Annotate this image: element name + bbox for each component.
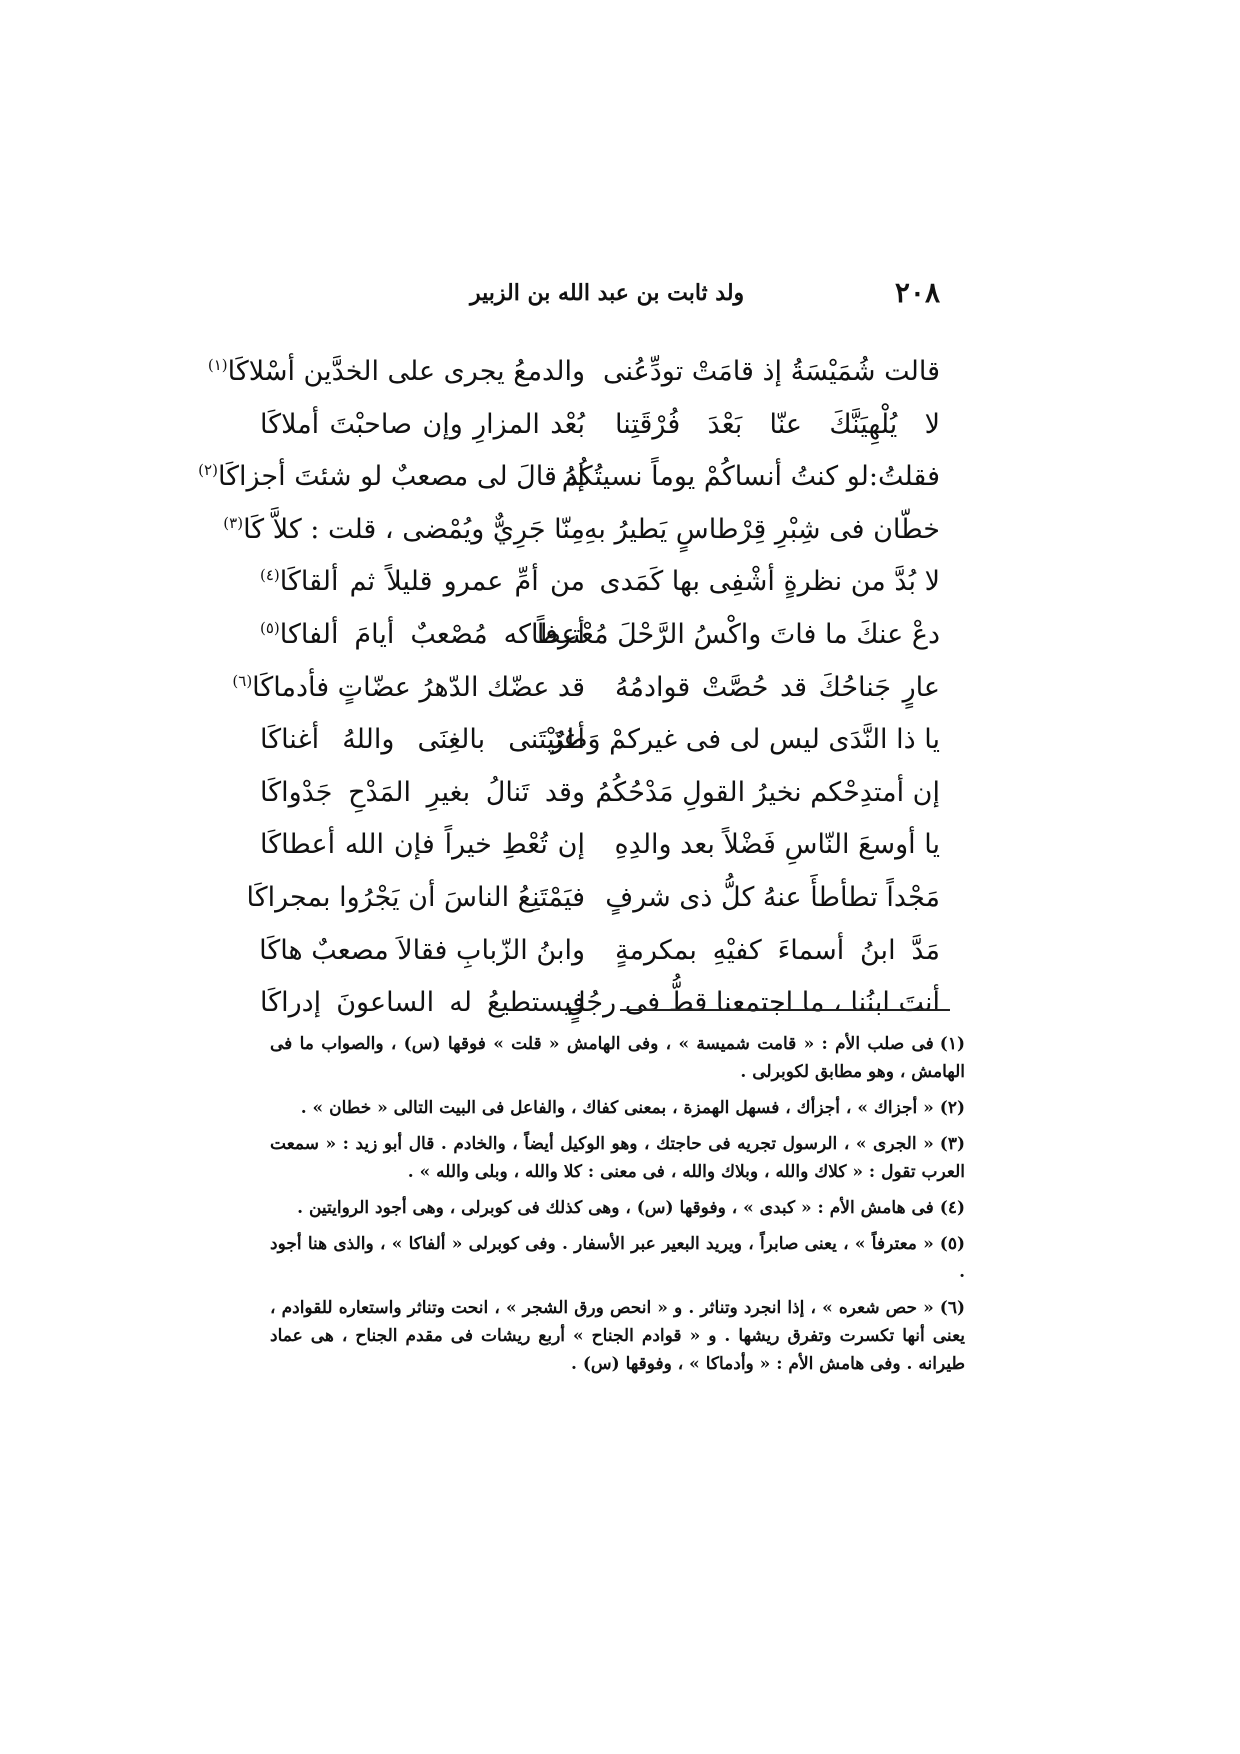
verse-9-first-hemistich: إن أمتدِحْكم نخيرُ القولِ مَدْحُكُمُ [595, 776, 940, 808]
verse-3-first-hemistich: فقلتُ:لو كنتُ أنساكُمْ يوماً نسيتُكُمُ [561, 461, 940, 493]
verse-2-second-hemistich: بُعْد المزارِ وإن صاحبْتَ أملاكَا [260, 408, 585, 440]
verse-13-second-hemistich: فيستطيعُ له الساعونَ إدراكَا [260, 987, 585, 1019]
footnote-number: (٥) [939, 1234, 965, 1254]
verse-7-second-hemistich: قد عضّك الدّهرُ عضّاتٍ فأدماكَا$^{(٦)}$ [232, 671, 585, 703]
page-number: ٢٠٨ [894, 276, 940, 309]
footnote-number: (٣) [939, 1134, 965, 1154]
verse-10 [260, 819, 940, 872]
verse-11-second-hemistich: فيَمْتَنِعُ الناسَ أن يَجْرُوا بمجراكَا [246, 881, 585, 913]
verse-9 [260, 767, 940, 820]
footnote-ref-2: (٢) [198, 461, 218, 480]
footnote-separator [620, 1009, 950, 1011]
verse-10-first-hemistich: يا أوسعَ النّاسِ فَضْلاً بعد والدِهِ [614, 829, 940, 861]
footnote-text: « الجرى » ، الرسول تجريه فى حاجتك ، وهو الوكيل أيضاً ، والخادم . قال أبو زيد : « سمعت العرب تقول : « كلاك والله ، وبلاك والله ، فى معنى : كلا والله ، وبلى والله » . [270, 1134, 965, 1182]
verse-6-second-hemistich: أعطاكه مُصْعبٌ أيامَ ألفاكا$^{(٥)}$ [260, 618, 585, 650]
verse-13 [260, 977, 940, 1030]
verse-4-first-hemistich: خطّان فى شِبْرِ قِرْطاسٍ يَطيرُ بهِ [583, 513, 940, 545]
footnote-text: « حص شعره » ، إذا انجرد وتناثر . و « انحص ورق الشجر » ، انحت وتناثر واستعاره للقوادم ، يعنى أنها تكسرت وتفرق ريشها . و « قوادم الجناح » أربع ريشات فى مقدم الجناح ، هى عماد طيرانه . وفى هامش الأم : « وأدماكا » ، وفوقها (س) . [270, 1298, 965, 1374]
verse-4-second-hemistich: مِنّا جَرِيٌّ ويُمْضى ، قلت : كلاَّ كَا$^{(٣)}$ [223, 513, 585, 545]
footnote-1 [270, 1030, 965, 1086]
verse-8-first-hemistich: يا ذا النَّدَى ليس لى فى غيركمْ وَطرٌ [551, 724, 940, 756]
footnote-ref-5: (٥) [260, 618, 280, 637]
verse-1 [207, 346, 940, 399]
verse-11 [246, 872, 940, 925]
footnote-number: (٦) [939, 1298, 965, 1318]
verse-5-second-hemistich: من أمِّ عمرو قليلاً ثم ألقاكَا$^{(٤)}$ [260, 566, 585, 598]
footnote-3 [270, 1130, 965, 1186]
verse-1-first-hemistich: قالت شُمَيْسَةُ إذ قامَتْ تودِّعُنى [602, 356, 940, 387]
verse-7-first-hemistich: عارٍ جَناحُكَ قد حُصَّتْ قوادمُهُ [615, 671, 940, 703]
verse-12-first-hemistich: مَدَّ ابنُ أسماءَ كفيْهِ بمكرمةٍ [615, 934, 940, 966]
verse-12-second-hemistich: وابنُ الزّبابِ فقالاَ مصعبٌ هاكَا [259, 934, 585, 966]
verse-4 [223, 504, 940, 557]
verse-6-first-hemistich: دعْ عنكَ ما فاتَ واكْسُ الرَّحْلَ مُعْترفاً [536, 618, 940, 650]
verse-13-first-hemistich: أنتَ ابنُنا ، ما اجتمعنا قطُّ فى رجُلٍ [565, 987, 940, 1019]
verse-2-first-hemistich: لا يُلْهِيَنَّكَ عنّا بَعْدَ فُرْقَتِنا [615, 408, 940, 440]
footnote-4 [270, 1194, 965, 1222]
verse-6 [260, 609, 940, 662]
footnote-5 [270, 1230, 965, 1286]
verse-9-second-hemistich: وقد تَنالُ بغيرِ المَدْحِ جَدْواكَا [260, 776, 585, 808]
page-header [470, 276, 940, 316]
footnote-number: (١) [939, 1034, 965, 1054]
footnote-number: (٢) [939, 1098, 965, 1118]
footnote-ref-1: (١) [207, 356, 228, 374]
verse-7 [232, 662, 940, 715]
verse-5-first-hemistich: لا بُدَّ من نظرةٍ أشْفِى بها كَمَدى [599, 566, 940, 598]
footnote-text: « معترفاً » ، يعنى صابراً ، ويريد البعير عبر الأسفار . وفى كوبرلى « ألفاكا » ، والذى هنا أجود . [270, 1234, 965, 1282]
poem [198, 346, 940, 1030]
footnote-6 [270, 1294, 965, 1378]
verse-8-second-hemistich: أغنَيْتَنى بالغِنَى واللهُ أغناكَا [260, 724, 585, 756]
footnote-ref-4: (٤) [260, 566, 280, 585]
footnote-number: (٤) [939, 1198, 965, 1218]
verse-3 [198, 451, 940, 504]
footnote-text: « أجزاك » ، أجزأك ، فسهل الهمزة ، بمعنى كفاك ، والفاعل فى البيت التالى « خطان » . [300, 1098, 934, 1118]
footnote-text: فى هامش الأم : « كبدى » ، وفوقها (س) ، وهى كذلك فى كوبرلى ، وهى أجود الروايتين . [297, 1198, 934, 1218]
verse-3-second-hemistich: إذ قالَ لى مصعبٌ لو شئتَ أجزاكَا$^{(٢)}$ [198, 461, 585, 493]
footnote-ref-3: (٣) [223, 513, 244, 532]
verse-8 [260, 714, 940, 767]
footnotes [270, 1030, 965, 1386]
verse-10-second-hemistich: إن تُعْطِ خيراً فإن الله أعطاكَا [260, 829, 585, 861]
verse-5 [260, 556, 940, 609]
footnote-2 [270, 1094, 965, 1122]
verse-2 [260, 399, 940, 452]
footnote-ref-6: (٦) [232, 671, 253, 690]
verse-1-second-hemistich: والدمعُ يجرى على الخدَّين أسْلاكَا$^{(١)}$ [207, 356, 585, 387]
running-title: ولد ثابت بن عبد الله بن الزبير [470, 280, 745, 306]
verse-11-first-hemistich: مَجْداً تطأطأَ عنهُ كلُّ ذى شرفٍ [605, 881, 940, 913]
footnote-text: فى صلب الأم : « قامت شميسة » ، وفى الهامش « قلت » فوقها (س) ، والصواب ما فى الهامش ، وهو مطابق لكوبرلى . [270, 1034, 965, 1082]
verse-12 [260, 925, 940, 978]
